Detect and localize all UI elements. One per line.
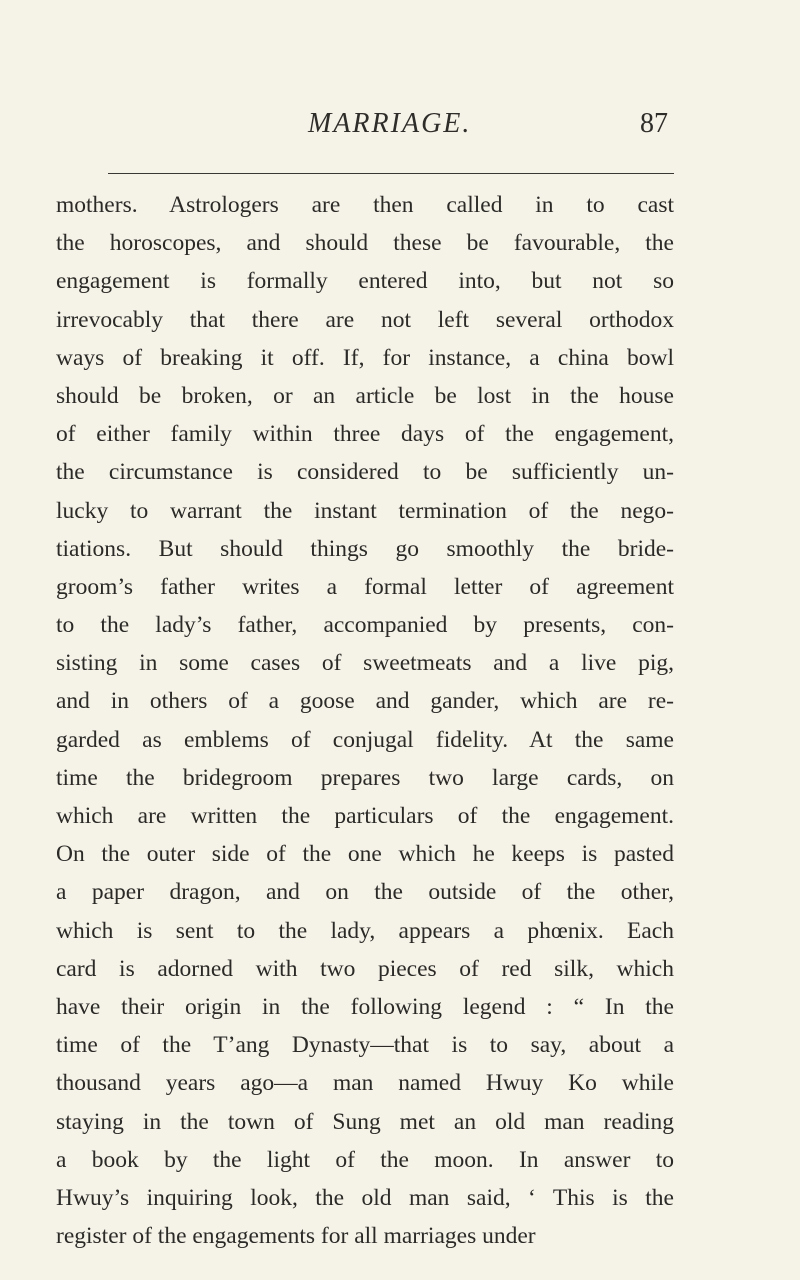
text-line: lucky to warrant the instant termination of the nego- <box>56 497 674 524</box>
text-line: and in others of a goose and gander, which are re- <box>56 688 674 715</box>
text-line: sisting in some cases of sweetmeats and a live pig, <box>56 650 674 677</box>
header-rule <box>108 173 674 174</box>
text-line: engagement is formally entered into, but not so <box>56 268 674 295</box>
text-line: have their origin in the following legend : “ In the <box>56 993 674 1020</box>
text-line: time of the T’ang Dynasty—that is to say, about a <box>56 1032 674 1059</box>
text-line: irrevocably that there are not left several orthodox <box>56 306 674 333</box>
text-line: ways of breaking it off. If, for instance, a china bowl <box>56 344 674 371</box>
body-text <box>56 186 674 1255</box>
text-line: groom’s father writes a formal letter of agreement <box>56 573 674 600</box>
text-line: Hwuy’s inquiring look, the old man said, ‘ This is the <box>56 1184 674 1211</box>
text-line: which is sent to the lady, appears a phœnix. Each <box>56 917 674 944</box>
text-line: garded as emblems of conjugal fidelity. At the same <box>56 726 674 753</box>
text-line: to the lady’s father, accompanied by presents, con- <box>56 612 674 639</box>
text-line: tiations. But should things go smoothly the bride- <box>56 535 674 562</box>
text-line: the horoscopes, and should these be favourable, the <box>56 230 674 257</box>
running-title: MARRIAGE. <box>308 108 472 139</box>
text-line: time the bridegroom prepares two large cards, on <box>56 764 674 791</box>
page-number: 87 <box>640 108 668 139</box>
text-line: card is adorned with two pieces of red silk, which <box>56 955 674 982</box>
text-line: which are written the particulars of the engagement. <box>56 803 674 829</box>
text-line: of either family within three days of the engagement, <box>56 421 674 448</box>
text-line: a book by the light of the moon. In answer to <box>56 1146 674 1173</box>
text-line: mothers. Astrologers are then called in to cast <box>56 192 674 218</box>
text-line: the circumstance is considered to be sufficiently un- <box>56 459 674 486</box>
text-line: On the outer side of the one which he keeps is pasted <box>56 841 674 868</box>
running-head <box>0 108 800 148</box>
text-line: a paper dragon, and on the outside of the other, <box>56 879 674 906</box>
text-line: thousand years ago—a man named Hwuy Ko while <box>56 1070 674 1097</box>
text-line: staying in the town of Sung met an old man reading <box>56 1108 674 1135</box>
text-line: should be broken, or an article be lost in the house <box>56 382 674 409</box>
text-line: register of the engagements for all marriages under <box>56 1223 536 1250</box>
